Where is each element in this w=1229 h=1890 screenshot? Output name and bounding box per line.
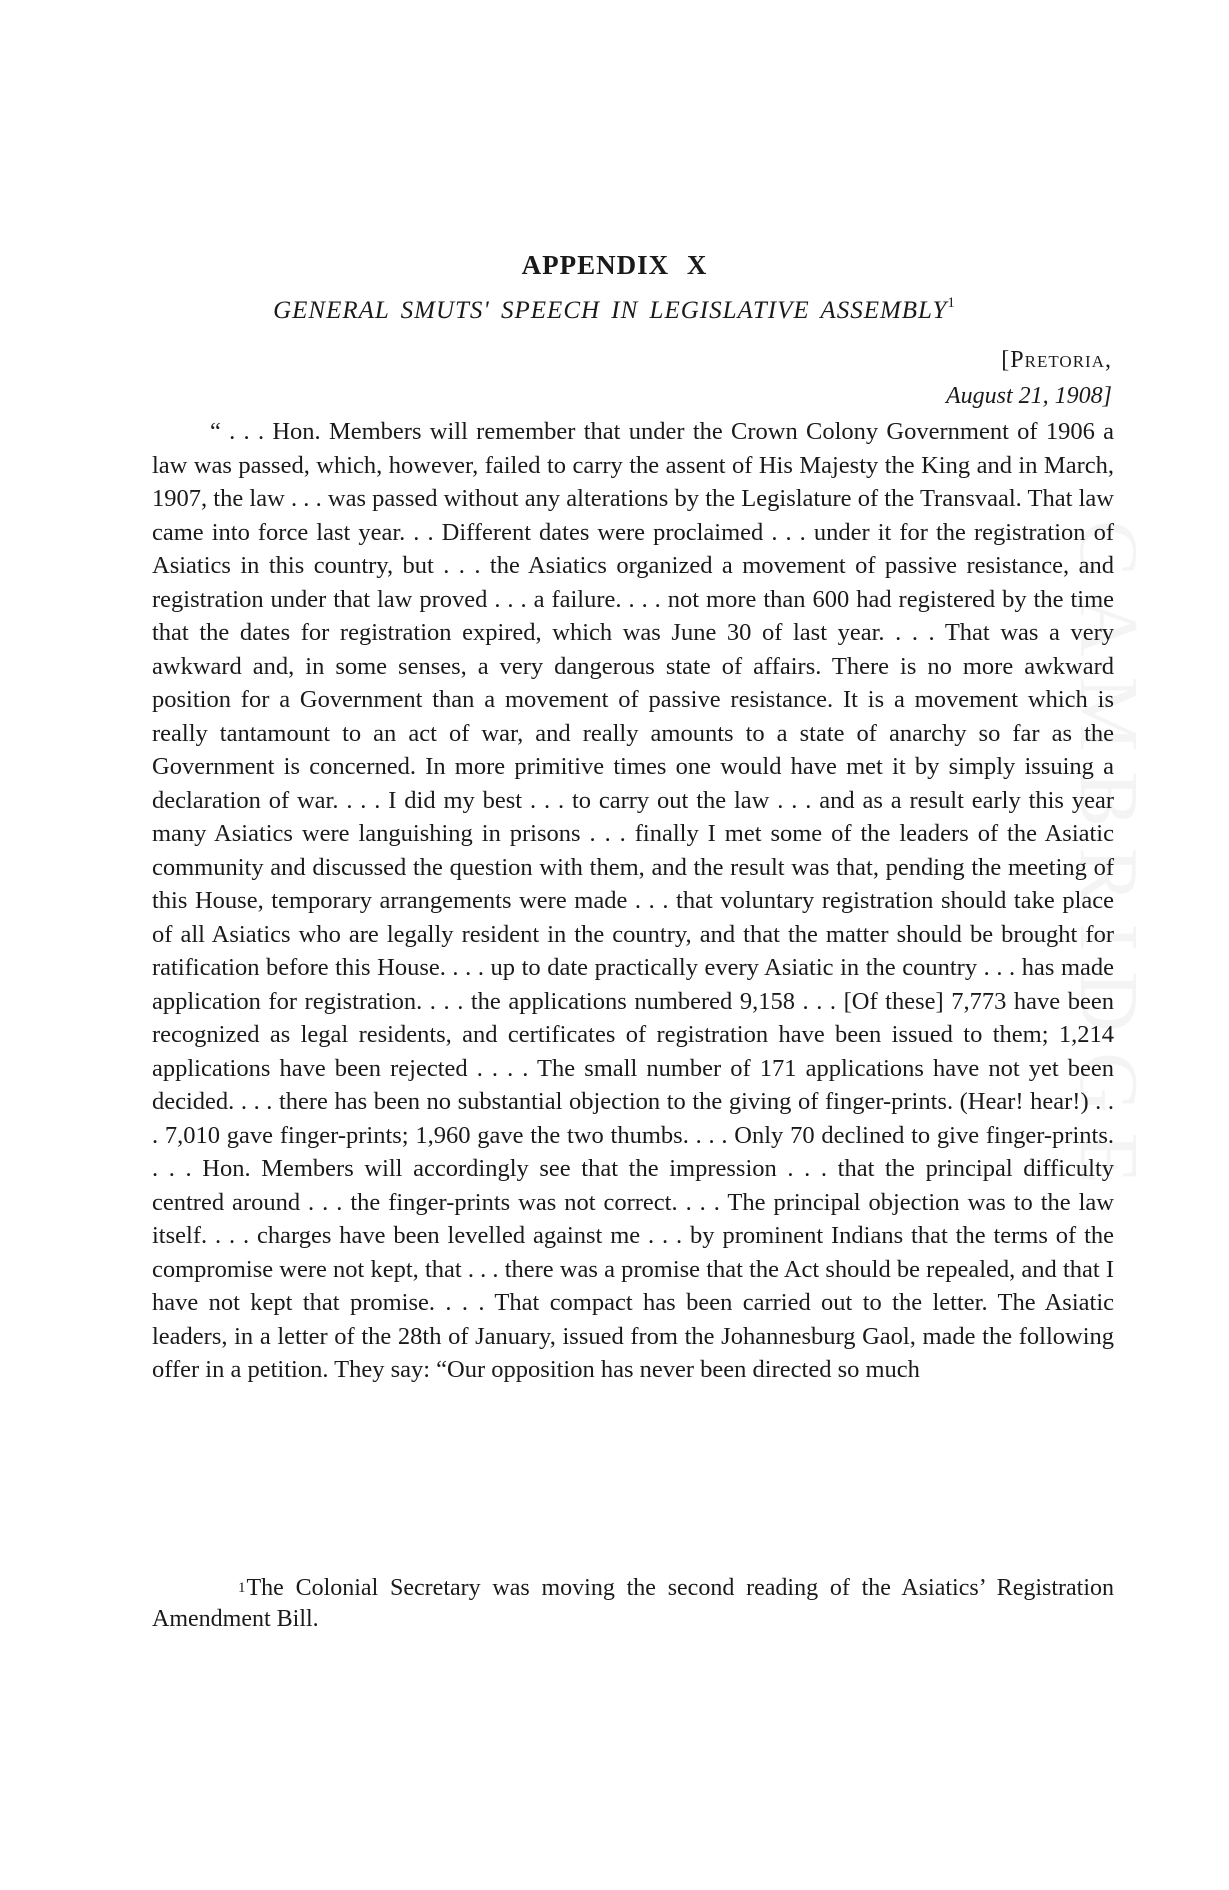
dateline-place: [Pretoria, xyxy=(1001,347,1112,373)
footnote-number: 1 xyxy=(238,1580,246,1596)
footnote-text: The Colonial Secretary was moving the second reading of the Asiatics’ Registration Amendment Bill. xyxy=(152,1575,1114,1632)
appendix-title: APPENDIX X xyxy=(521,250,708,280)
footnote xyxy=(152,1573,1114,1635)
footnote-reference-mark: 1 xyxy=(947,295,956,311)
speech-subtitle xyxy=(0,297,1229,325)
subtitle-text: GENERAL SMUTS' SPEECH IN LEGISLATIVE ASSEMBLY xyxy=(273,297,948,324)
dateline xyxy=(946,342,1112,414)
dateline-date: August 21, 1908] xyxy=(945,383,1112,409)
speech-body-text: “ . . . Hon. Members will remember that under the Crown Colony Government of 1906 a law was passed, which, however, failed to carry the assent of His Majesty the King and in March, 1907, the law . . . was passed without any alterations by the Legislature of the Transvaal. That law came into force last year. . . Different dates were proclaimed . . . under it for the registration of Asiatics in this country, but . . . the Asiatics organized a movement of passive resistance, and registration under that law proved . . . a failure. . . . not more than 600 had registered by the time that the dates for registration expired, which was June 30 of last year. . . . That was a very awkward and, in some senses, a very dangerous state of affairs. There is no more awkward position for a Government than a movement of passive resistance. It is a movement which is really tantamount to an act of war, and really amounts to a state of anarchy so far as the Government is concerned. In more primitive times one would have met it by simply issuing a declaration of war. . . . I did my best . . . to carry out the law . . . and as a result early this year many Asiatics were languishing in prisons . . . finally I met some of the leaders of the Asiatic community and discussed the question with them, and the result was that, pending the meeting of this House, temporary arrangements were made . . . that voluntary registration should take place of all Asiatics who are legally resident in the country, and that the matter should be brought for ratification before this House. . . . up to date practically every Asiatic in the country . . . has made application for registration. . . . the applications numbered 9,158 . . . [Of these] 7,773 have been recognized as legal residents, and certificates of registration have been issued to them; 1,214 applications have been rejected . . . . The small number of 171 applications have not yet been decided. . . . there has been no substantial objection to the giving of finger-prints. (Hear! hear!) . . . 7,010 gave finger-prints; 1,960 gave the two thumbs. . . . Only 70 declined to give finger-prints. . . . Hon. Members will accordingly see that the impression . . . that the principal difficulty centred around . . . the finger-prints was not correct. . . . The principal objection was to the law itself. . . . charges have been levelled against me . . . by prominent Indians that the terms of the compromise were not kept, that . . . there was a promise that the Act should be repealed, and that I have not kept that promise. . . . That compact has been carried out to the letter. The Asiatic leaders, in a letter of the 28th of January, issued from the Johannesburg Gaol, made the following offer in a petition. They say: “Our opposition has never been directed so much xyxy=(152,418,1114,1383)
